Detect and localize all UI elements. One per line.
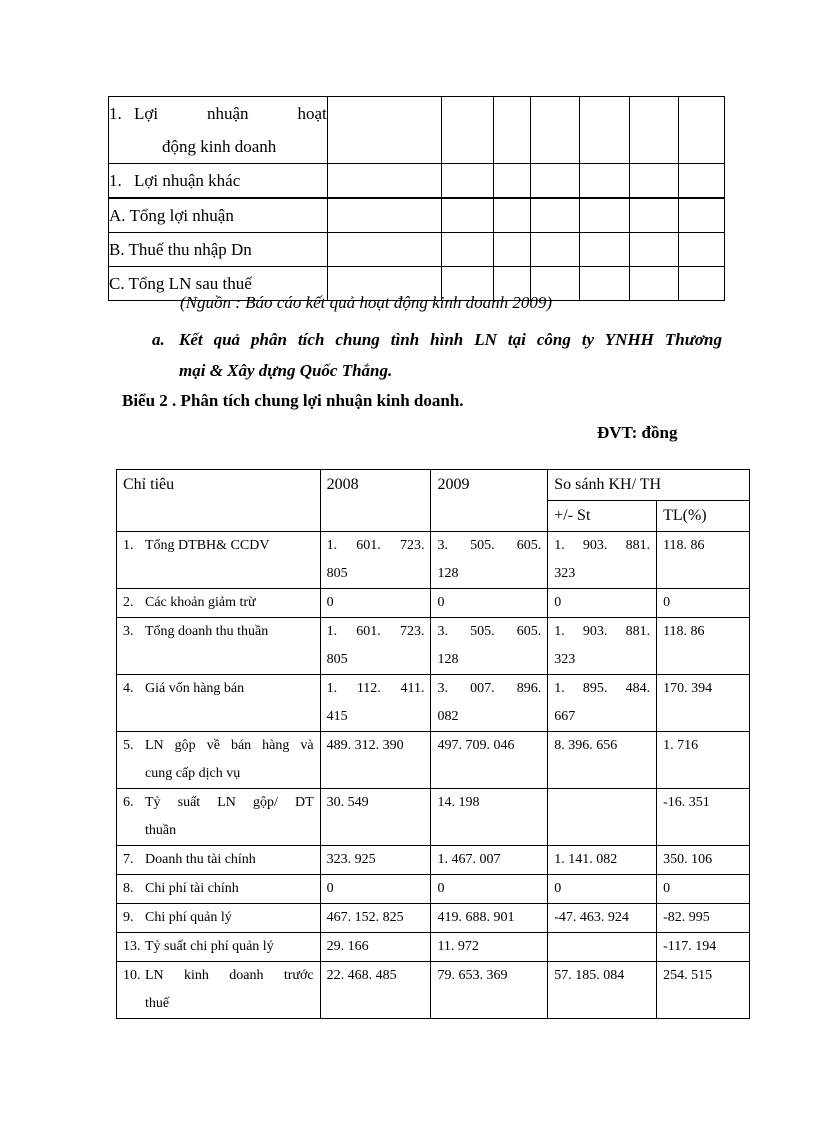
cell-2009-value: 3. 505. 605. <box>437 538 542 553</box>
cell-2009 <box>431 532 548 589</box>
row-label <box>109 198 328 233</box>
cell-2009 <box>431 675 548 732</box>
header-tl: TL(%) <box>657 501 750 532</box>
cell-tl: 170. 394 <box>657 675 750 732</box>
cell-st-value: -47. 463. 924 <box>554 910 629 925</box>
row-label-text: Tổng doanh thu thuần <box>145 624 269 639</box>
cell-st-value-cont: 323 <box>554 652 576 667</box>
table-row <box>109 198 725 233</box>
cell-2009-value: 3. 007. 896. <box>437 681 542 696</box>
top-table <box>108 96 725 301</box>
table-row <box>117 732 750 789</box>
cell-2009 <box>431 933 548 962</box>
section-heading <box>152 324 722 386</box>
section-letter: a. <box>152 330 165 349</box>
main-table <box>116 469 750 1019</box>
cell-2009-value: 1. 467. 007 <box>437 852 501 867</box>
cell-2008-value: 0 <box>326 881 334 896</box>
cell-st-value-cont: 667 <box>554 709 576 724</box>
cell-2008-value: 467. 152. 825 <box>326 910 404 925</box>
row-number: 8. <box>123 881 134 896</box>
cell-2009-value-cont: 128 <box>437 652 459 667</box>
cell-2009-value-cont: 128 <box>437 566 459 581</box>
cell-2008-value-cont: 805 <box>326 652 348 667</box>
row-label-text: Lợi nhuận hoạt <box>134 104 327 123</box>
cell-tl: 0 <box>657 589 750 618</box>
cell-2008 <box>320 875 431 904</box>
source-note: (Nguồn : Báo cáo kết quả hoạt động kinh doanh 2009) <box>180 293 553 312</box>
cell-2008-value: 1. 601. 723. <box>326 624 425 639</box>
row-label-text: Tỷ suất LN gộp/ DT <box>145 795 314 810</box>
heading-line-2: mại & Xây dựng Quốc Thắng. <box>179 361 393 380</box>
row-label-text: Tổng lợi nhuận <box>129 206 234 225</box>
cell-2008-value: 0 <box>326 595 334 610</box>
row-label <box>117 933 321 962</box>
row-number: A. <box>109 206 126 225</box>
cell-2008 <box>320 962 431 1019</box>
cell-tl: -82. 995 <box>657 904 750 933</box>
cell-2008-value: 323. 925 <box>326 852 376 867</box>
cell-2008-value: 1. 601. 723. <box>326 538 425 553</box>
cell-2009-value: 79. 653. 369 <box>437 968 508 983</box>
row-number: 4. <box>123 681 134 696</box>
cell-2009 <box>431 846 548 875</box>
row-label-text: LN gộp về bán hàng và <box>145 738 314 753</box>
row-label <box>117 846 321 875</box>
cell-2009 <box>431 904 548 933</box>
cell-2009-value: 0 <box>437 881 445 896</box>
table-row <box>117 933 750 962</box>
row-label-text: Các khoản giảm trừ <box>145 595 256 610</box>
cell-st <box>548 618 657 675</box>
row-label <box>117 618 321 675</box>
row-number: 13. <box>123 939 141 954</box>
main-table-body <box>117 532 750 1019</box>
unit-label: ĐVT: đồng <box>597 423 678 442</box>
row-label-text: Tỷ suất chi phí quản lý <box>145 939 274 954</box>
cell-st-value-cont: 323 <box>554 566 576 581</box>
cell-2009-value: 0 <box>437 595 445 610</box>
row-label <box>109 233 328 267</box>
cell-tl: 118. 86 <box>657 532 750 589</box>
cell-st-value: 1. 141. 082 <box>554 852 618 867</box>
row-label <box>117 789 321 846</box>
cell-tl: -117. 194 <box>657 933 750 962</box>
cell-2009 <box>431 875 548 904</box>
cell-tl: 0 <box>657 875 750 904</box>
row-number: B. <box>109 240 125 259</box>
table-row <box>117 846 750 875</box>
row-label-cont: động kinh doanh <box>162 137 277 156</box>
row-label-text: Tổng DTBH& CCDV <box>145 538 270 553</box>
cell-2008 <box>320 732 431 789</box>
cell-2008 <box>320 933 431 962</box>
row-label-text: Tổng LN sau thuế <box>128 274 252 293</box>
cell-2008 <box>320 675 431 732</box>
header-2009: 2009 <box>431 470 548 532</box>
cell-st-value: 1. 903. 881. <box>554 538 651 553</box>
cell-2009-value-cont: 082 <box>437 709 459 724</box>
cell-2008 <box>320 618 431 675</box>
row-label <box>117 732 321 789</box>
table-row <box>117 875 750 904</box>
cell-st-value: 57. 185. 084 <box>554 968 625 983</box>
cell-st-value: 1. 903. 881. <box>554 624 651 639</box>
row-label-text: Giá vốn hàng bán <box>145 681 245 696</box>
cell-tl: 254. 515 <box>657 962 750 1019</box>
table-row <box>117 789 750 846</box>
row-label-cont: thuế <box>145 996 170 1011</box>
cell-st <box>548 904 657 933</box>
row-number: 1. <box>109 171 122 190</box>
cell-tl: -16. 351 <box>657 789 750 846</box>
cell-st <box>548 875 657 904</box>
row-label <box>117 962 321 1019</box>
cell-2008 <box>320 846 431 875</box>
row-number: 5. <box>123 738 134 753</box>
cell-st <box>548 933 657 962</box>
row-label-text: Chi phí tài chính <box>145 881 239 896</box>
table-row <box>109 164 725 199</box>
cell-2008-value-cont: 415 <box>326 709 348 724</box>
cell-tl: 118. 86 <box>657 618 750 675</box>
row-number: 7. <box>123 852 134 867</box>
cell-st-value: 0 <box>554 881 562 896</box>
row-label-cont: cung cấp dịch vụ <box>145 766 241 781</box>
cell-2008 <box>320 789 431 846</box>
row-label-text: Lợi nhuận khác <box>134 171 241 190</box>
header-2008: 2008 <box>320 470 431 532</box>
cell-2009 <box>431 589 548 618</box>
row-number: 1. <box>123 538 134 553</box>
cell-2008 <box>320 904 431 933</box>
cell-st <box>548 675 657 732</box>
row-label <box>109 97 328 164</box>
row-number: 10. <box>123 968 141 983</box>
header-st: +/- St <box>548 501 657 532</box>
row-label-text: LN kinh doanh trước <box>145 968 314 983</box>
cell-2009 <box>431 962 548 1019</box>
cell-tl: 1. 716 <box>657 732 750 789</box>
table-row <box>117 675 750 732</box>
row-label <box>109 164 328 199</box>
table-row <box>117 618 750 675</box>
row-label-cont: thuần <box>145 823 177 838</box>
table-title: Biểu 2 . Phân tích chung lợi nhuận kinh doanh. <box>122 391 464 410</box>
cell-2008-value: 1. 112. 411. <box>326 681 425 696</box>
cell-2009 <box>431 618 548 675</box>
cell-2009-value: 419. 688. 901 <box>437 910 515 925</box>
cell-st <box>548 732 657 789</box>
header-row <box>117 470 750 501</box>
row-number: 9. <box>123 910 134 925</box>
cell-st <box>548 962 657 1019</box>
row-label-text: Doanh thu tài chính <box>145 852 256 867</box>
cell-2009 <box>431 789 548 846</box>
cell-st <box>548 789 657 846</box>
cell-tl: 350. 106 <box>657 846 750 875</box>
row-number: 2. <box>123 595 134 610</box>
cell-2009 <box>431 732 548 789</box>
cell-st <box>548 532 657 589</box>
cell-st-value: 1. 895. 484. <box>554 681 651 696</box>
heading-line-1: Kết quả phân tích chung tình hình LN tại công ty YNHH Thương <box>179 330 722 349</box>
cell-2008-value: 489. 312. 390 <box>326 738 404 753</box>
cell-2009-value: 11. 972 <box>437 939 479 954</box>
cell-st <box>548 589 657 618</box>
table-row <box>117 532 750 589</box>
row-label <box>117 904 321 933</box>
header-chi-tieu: Chỉ tiêu <box>117 470 321 532</box>
cell-2008 <box>320 589 431 618</box>
cell-2009-value: 3. 505. 605. <box>437 624 542 639</box>
table-row <box>109 97 725 164</box>
cell-2008-value-cont: 805 <box>326 566 348 581</box>
row-label-text: Thuế thu nhập Dn <box>128 240 252 259</box>
row-number: C. <box>109 274 125 293</box>
cell-2008-value: 29. 166 <box>326 939 369 954</box>
cell-2009-value: 497. 709. 046 <box>437 738 515 753</box>
cell-st <box>548 846 657 875</box>
row-label <box>117 875 321 904</box>
row-number: 3. <box>123 624 134 639</box>
cell-st-value: 0 <box>554 595 562 610</box>
header-so-sanh: So sánh KH/ TH <box>548 470 750 501</box>
row-label <box>117 675 321 732</box>
cell-2008-value: 30. 549 <box>326 795 369 810</box>
table-row <box>117 589 750 618</box>
row-label-text: Chi phí quản lý <box>145 910 232 925</box>
row-number: 1. <box>109 104 122 123</box>
table-row <box>109 233 725 267</box>
row-number: 6. <box>123 795 134 810</box>
row-label <box>117 589 321 618</box>
table-row <box>117 904 750 933</box>
table-row <box>117 962 750 1019</box>
cell-2009-value: 14. 198 <box>437 795 480 810</box>
row-label <box>117 532 321 589</box>
cell-2008-value: 22. 468. 485 <box>326 968 397 983</box>
cell-2008 <box>320 532 431 589</box>
cell-st-value: 8. 396. 656 <box>554 738 618 753</box>
